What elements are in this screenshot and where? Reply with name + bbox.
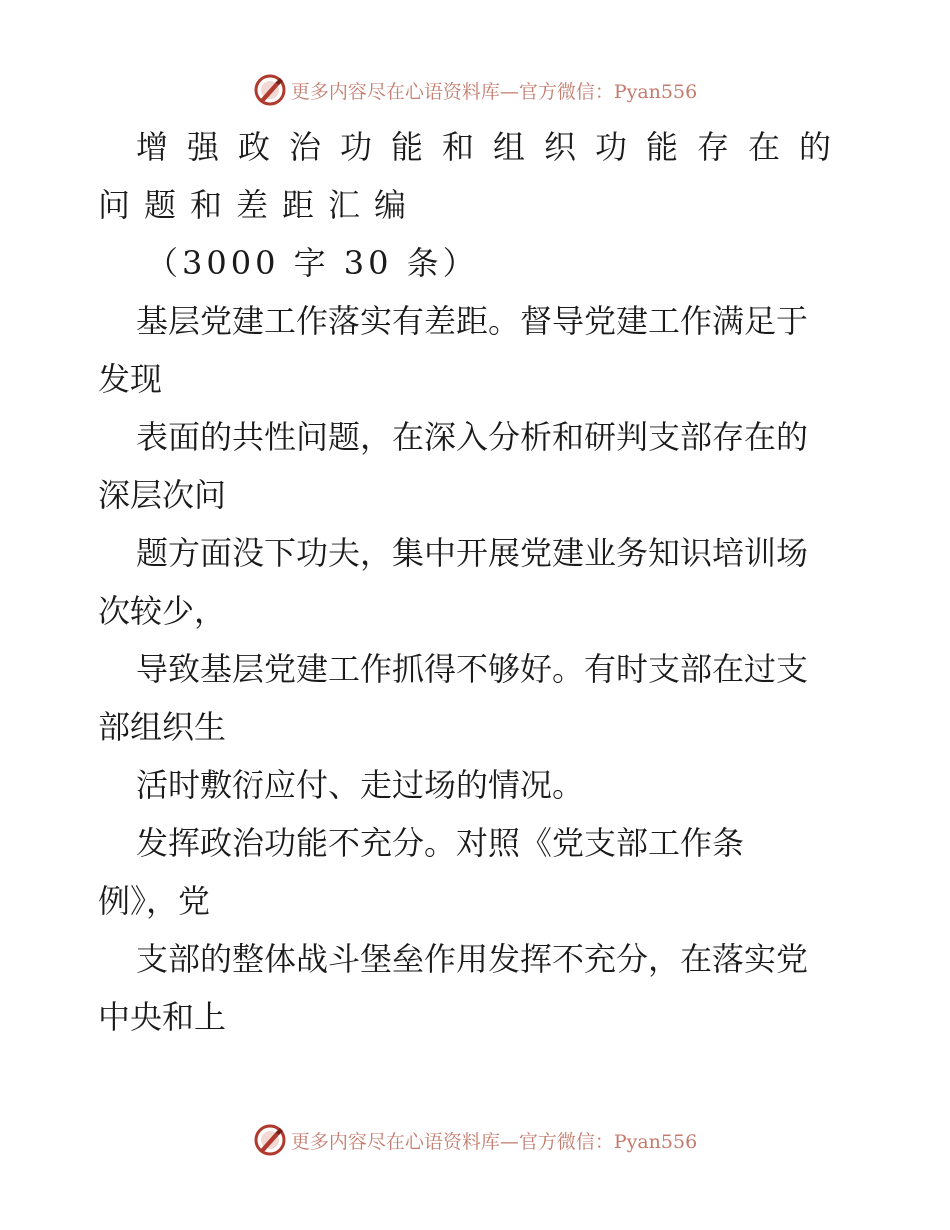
doc-title-line-1: 增强政治功能和组织功能存在的 bbox=[136, 128, 851, 166]
doc-text-line: 导致基层党建工作抓得不够好。有时支部在过支 bbox=[136, 650, 809, 688]
watermark-text: 更多内容尽在心语资料库—官方微信：Pyan556 bbox=[290, 1130, 698, 1153]
doc-text-line: 题方面没下功夫，集中开展党建业务知识培训场 bbox=[136, 534, 809, 572]
doc-text-line: 表面的共性问题，在深入分析和研判支部存在的 bbox=[136, 418, 809, 456]
doc-text-line: 中央和上 bbox=[98, 998, 227, 1036]
doc-text-line: 部组织生 bbox=[98, 708, 227, 746]
pen-logo-icon bbox=[253, 1123, 287, 1157]
doc-subtitle: （3000 字 30 条） bbox=[146, 244, 479, 282]
doc-text-line: 基层党建工作落实有差距。督导党建工作满足于 bbox=[136, 302, 809, 340]
doc-text-line: 活时敷衍应付、走过场的情况。 bbox=[136, 766, 585, 804]
footer-watermark bbox=[0, 1120, 950, 1160]
doc-text-line: 发现 bbox=[98, 360, 163, 398]
doc-text-line: 发挥政治功能不充分。对照《党支部工作条 bbox=[136, 824, 745, 862]
doc-text-line: 支部的整体战斗堡垒作用发挥不充分，在落实党 bbox=[136, 940, 809, 978]
doc-title-line-2: 问题和差距汇编 bbox=[98, 186, 421, 224]
watermark-text: 更多内容尽在心语资料库—官方微信：Pyan556 bbox=[290, 80, 698, 103]
doc-paragraphs bbox=[98, 292, 858, 1046]
doc-text-line: 次较少， bbox=[98, 592, 227, 630]
header-watermark bbox=[0, 70, 950, 110]
document-body bbox=[98, 118, 858, 1046]
doc-text-line: 深层次问 bbox=[98, 476, 227, 514]
pen-logo-icon bbox=[253, 73, 287, 107]
doc-text-line: 例》，党 bbox=[98, 882, 211, 920]
